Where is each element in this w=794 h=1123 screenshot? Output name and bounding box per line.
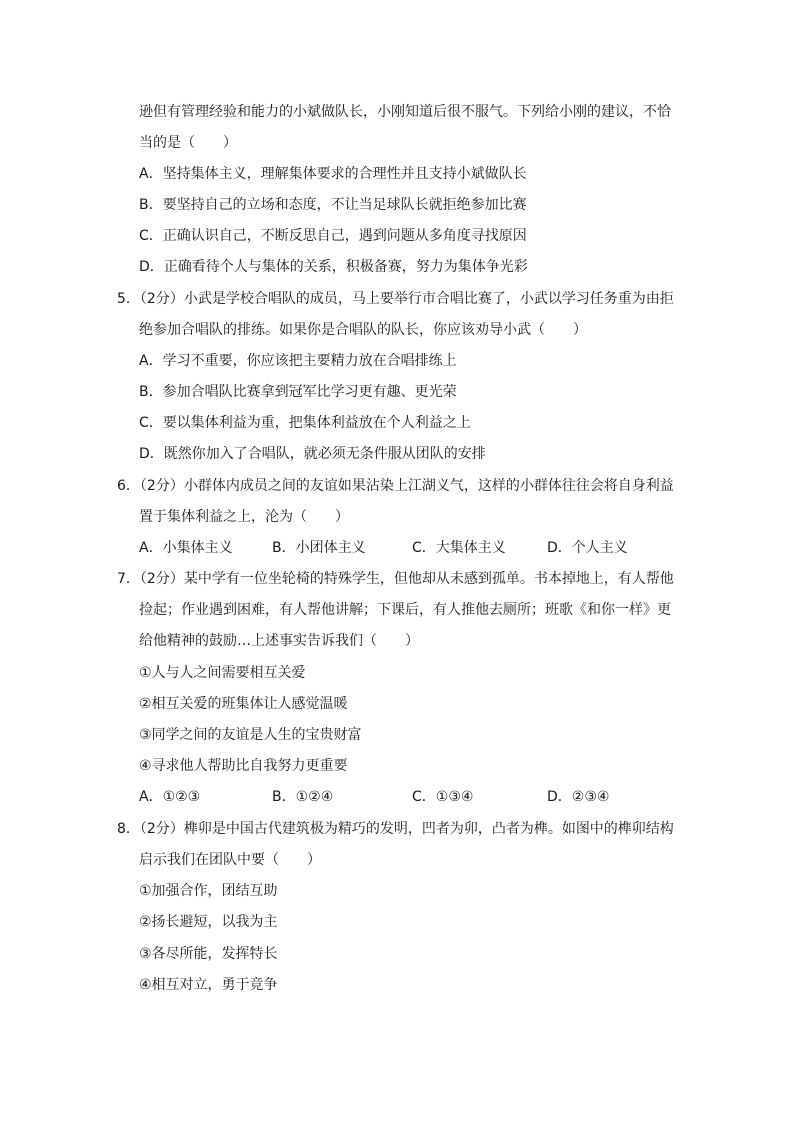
- q6-option-c: C．大集体主义: [412, 540, 506, 556]
- q5-option-d: D．既然你加入了合唱队，就必须无条件服从团队的安排: [139, 446, 486, 462]
- q7-option-c: C．①③④: [412, 789, 474, 805]
- q8-stem-line-1: 8．（2分）榫卯是中国古代建筑极为精巧的发明，凹者为卯，凸者为榫。如图中的榫卯结构: [117, 821, 674, 837]
- q4-stem-line-1: 逊但有管理经验和能力的小斌做队长，小刚知道后很不服气。下列给小刚的建议，不恰: [139, 104, 671, 120]
- q5-stem-line-2: 绝参加合唱队的排练。如果你是合唱队的队长，你应该劝导小武（ ）: [139, 322, 587, 338]
- q7-stem-line-3: 给他精神的鼓励…上述事实告诉我们（ ）: [139, 633, 419, 649]
- q6-stem-line-2: 置于集体利益之上，沦为（ ）: [139, 509, 349, 525]
- q4-option-b: B．要坚持自己的立场和态度，不让当足球队长就拒绝参加比赛: [139, 197, 527, 213]
- q4-stem-line-2: 当的是（ ）: [139, 135, 237, 151]
- q7-option-a: A．①②③: [139, 789, 201, 805]
- q8-item-3: ③各尽所能，发挥特长: [139, 946, 278, 962]
- q6-option-d: D．个人主义: [547, 540, 628, 556]
- q5-option-b: B．参加合唱队比赛拿到冠军比学习更有趣、更光荣: [139, 384, 457, 400]
- q8-stem-line-2: 启示我们在团队中要（ ）: [139, 852, 321, 868]
- q6-option-a: A．小集体主义: [139, 540, 233, 556]
- q4-option-a: A．坚持集体主义，理解集体要求的合理性并且支持小斌做队长: [139, 166, 527, 182]
- q7-item-4: ④寻求他人帮助比自我努力更重要: [139, 758, 348, 774]
- q7-stem-line-2: 捡起；作业遇到困难，有人帮他讲解；下课后，有人推他去厕所；班歌《和你一样》更: [139, 602, 671, 618]
- q7-stem-line-1: 7．（2分）某中学有一位坐轮椅的特殊学生，但他却从未感到孤单。书本掉地上，有人帮他: [117, 571, 674, 587]
- q8-item-4: ④相互对立，勇于竞争: [139, 977, 278, 993]
- q5-option-a: A．学习不重要，你应该把主要精力放在合唱排练上: [139, 353, 457, 369]
- q6-option-b: B．小团体主义: [272, 540, 366, 556]
- q7-option-d: D．②③④: [547, 789, 610, 805]
- q5-option-c: C．要以集体利益为重，把集体利益放在个人利益之上: [139, 415, 471, 431]
- q7-item-1: ①人与人之间需要相互关爱: [139, 665, 306, 681]
- q7-option-b: B．①②④: [272, 789, 334, 805]
- q8-item-2: ②扬长避短，以我为主: [139, 914, 278, 930]
- q6-stem-line-1: 6．（2分）小群体内成员之间的友谊如果沾染上江湖义气，这样的小群体往往会将自身利益: [117, 478, 674, 494]
- q4-option-c: C．正确认识自己，不断反思自己，遇到问题从多角度寻找原因: [139, 228, 527, 244]
- q5-stem-line-1: 5．（2分）小武是学校合唱队的成员，马上要举行市合唱比赛了，小武以学习任务重为由拒: [117, 291, 674, 307]
- q4-option-d: D．正确看待个人与集体的关系，积极备赛，努力为集体争光彩: [139, 259, 528, 275]
- q7-item-3: ③同学之间的友谊是人生的宝贵财富: [139, 727, 362, 743]
- q7-item-2: ②相互关爱的班集体让人感觉温暖: [139, 696, 348, 712]
- q8-item-1: ①加强合作，团结互助: [139, 883, 278, 899]
